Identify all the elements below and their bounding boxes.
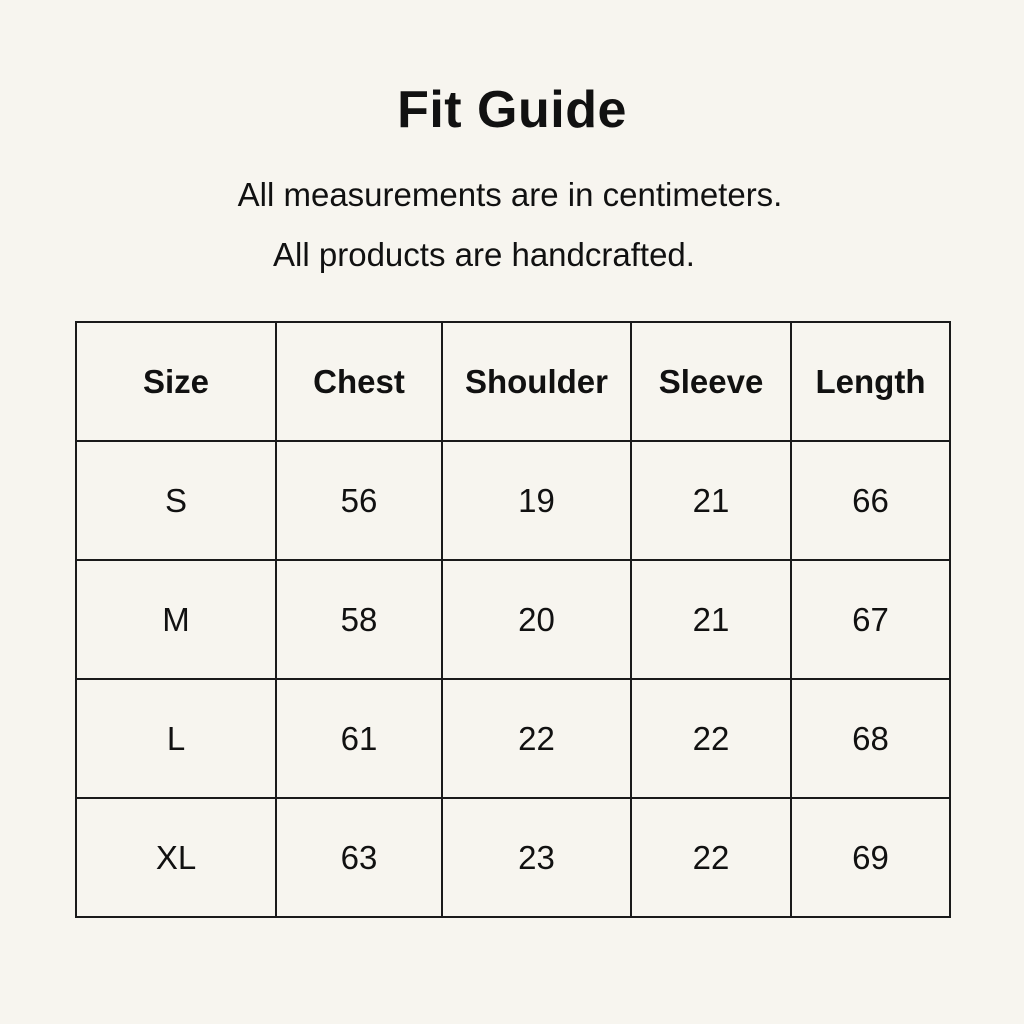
- size-chart-table: [75, 321, 951, 918]
- page-title: Fit Guide: [397, 81, 627, 139]
- cell-chest: 63: [276, 798, 442, 917]
- column-header-length: Length: [791, 322, 950, 441]
- cell-length: 67: [791, 560, 950, 679]
- table-header-row: [76, 322, 950, 441]
- subtitle-handcrafted-note: All products are handcrafted.: [273, 236, 695, 273]
- table-row: [76, 798, 950, 917]
- cell-size: M: [76, 560, 276, 679]
- cell-sleeve: 22: [631, 798, 791, 917]
- cell-sleeve: 22: [631, 679, 791, 798]
- column-header-sleeve: Sleeve: [631, 322, 791, 441]
- cell-size: S: [76, 441, 276, 560]
- cell-length: 66: [791, 441, 950, 560]
- subtitle-units-note: All measurements are in centimeters.: [237, 176, 783, 213]
- cell-shoulder: 23: [442, 798, 631, 917]
- cell-chest: 61: [276, 679, 442, 798]
- cell-shoulder: 20: [442, 560, 631, 679]
- cell-shoulder: 19: [442, 441, 631, 560]
- column-header-shoulder: Shoulder: [442, 322, 631, 441]
- cell-size: L: [76, 679, 276, 798]
- cell-chest: 56: [276, 441, 442, 560]
- table-row: [76, 679, 950, 798]
- cell-chest: 58: [276, 560, 442, 679]
- cell-sleeve: 21: [631, 441, 791, 560]
- cell-length: 69: [791, 798, 950, 917]
- column-header-size: Size: [76, 322, 276, 441]
- table-row: [76, 441, 950, 560]
- table-row: [76, 560, 950, 679]
- cell-shoulder: 22: [442, 679, 631, 798]
- cell-length: 68: [791, 679, 950, 798]
- column-header-chest: Chest: [276, 322, 442, 441]
- cell-sleeve: 21: [631, 560, 791, 679]
- cell-size: XL: [76, 798, 276, 917]
